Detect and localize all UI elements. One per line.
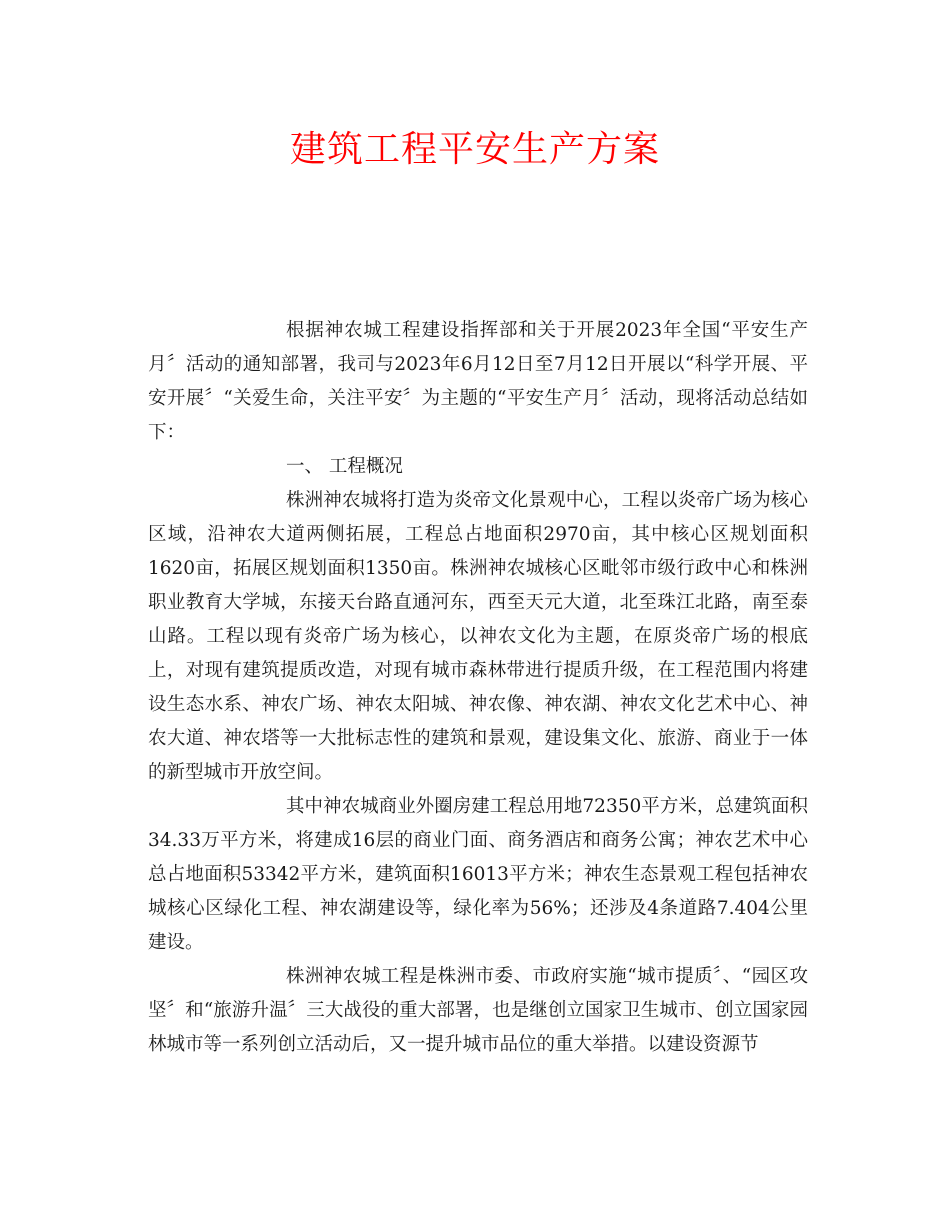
paragraph-project-scale: 其中神农城商业外圈房建工程总用地72350平方米，总建筑面积34.33万平方米，将建成16层的商业门面、商务酒店和商务公寓；神农艺术中心总占地面积53342平方米，建筑面积16013平方米；神农生态景观工程包括神农城核心区绿化工程、神农湖建设等，绿化率为56%；还涉及4条道路7.404公里建设。 <box>148 796 808 953</box>
document-title: 建筑工程平安生产方案 <box>289 129 660 170</box>
paragraph-intro: 根据神农城工程建设指挥部和关于开展2023年全国“平安生产月〞活动的通知部署，我司与2023年6月12日至7月12日开展以“科学开展、平安开展〞“关爱生命，关注平安〞为主题的“平安生产月〞活动，现将活动总结如下： <box>148 320 808 443</box>
paragraph-project-description: 株洲神农城将打造为炎帝文化景观中心，工程以炎帝广场为核心区域，沿神农大道两侧拓展，工程总占地面积2970亩，其中核心区规划面积1620亩，拓展区规划面积1350亩。株洲神农城核心区毗邻市级行政中心和株洲职业教育大学城，东接天台路直通河东，西至天元大道，北至珠江北路，南至泰山路。工程以现有炎帝广场为核心，以神农文化为主题，在原炎帝广场的根底上，对现有建筑提质改造，对现有城市森林带进行提质升级，在工程范围内将建设生态水系、神农广场、神农太阳城、神农像、神农湖、神农文化艺术中心、神农大道、神农塔等一大批标志性的建筑和景观，建设集文化、旅游、商业于一体的新型城市开放空间。 <box>148 490 808 783</box>
section-heading-project-overview: 一、 工程概况 <box>286 456 403 477</box>
paragraph-project-significance: 株洲神农城工程是株洲市委、市政府实施“城市提质〞、“园区攻坚〞和“旅游升温〞三大战役的重大部署，也是继创立国家卫生城市、创立国家园林城市等一系列创立活动后，又一提升城市品位的重大举措。以建设资源节 <box>148 966 808 1055</box>
document-body <box>148 314 808 1062</box>
